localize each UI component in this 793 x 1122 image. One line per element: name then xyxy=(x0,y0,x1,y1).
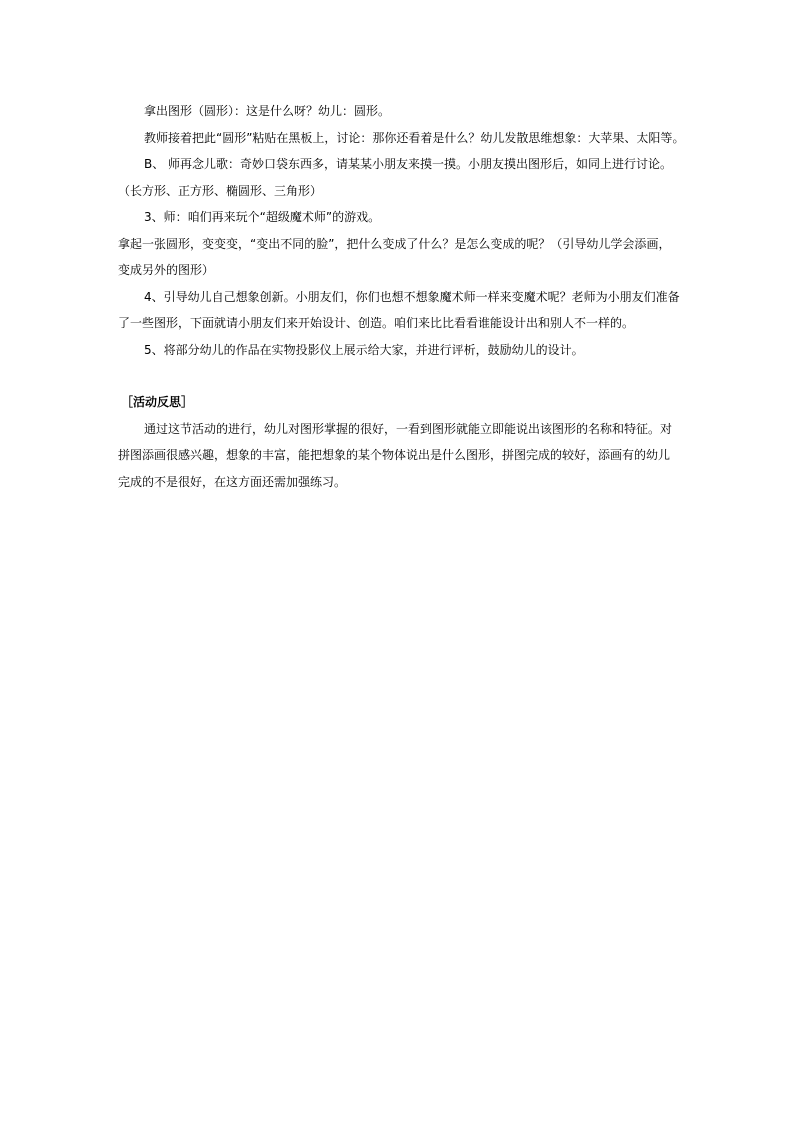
reflection-line-2: 拼图添画很感兴趣，想象的丰富，能把想象的某个物体说出是什么图形，拼图完成的较好，添画有的幼儿 xyxy=(118,448,671,462)
paragraph-line-2: 教师接着把此“圆形”粘贴在黑板上，讨论：那你还看着是什么？幼儿发散思维想象：大苹果、太阳等。 xyxy=(144,130,685,145)
paragraph-line-10: 5、将部分幼儿的作品在实物投影仪上展示给大家，并进行评析，鼓励幼儿的设计。 xyxy=(144,342,584,357)
reflection-heading: ［活动反思］ xyxy=(121,395,194,409)
paragraph-line-6: 拿起一张圆形，变变变，“变出不同的脸”，把什么变成了什么？是怎么变成的呢？（引导幼儿学会添画， xyxy=(118,236,671,251)
paragraph-line-9: 了一些图形，下面就请小朋友们来开始设计、创造。咱们来比比看看谁能设计出和别人不一样的。 xyxy=(118,316,635,330)
document-body xyxy=(118,98,685,495)
reflection-line-1: 通过这节活动的进行，幼儿对图形掌握的很好，一看到图形就能立即能说出该图形的名称和特征。对 xyxy=(144,421,673,436)
paragraph-line-1: 拿出图形（圆形）：这是什么呀？幼儿：圆形。 xyxy=(144,104,391,118)
paragraph-line-8: 4、引导幼儿自己想象创新。小朋友们，你们也想不想象魔术师一样来变魔术呢？老师为小朋友们准备 xyxy=(144,289,680,304)
section-spacer xyxy=(118,363,678,389)
paragraph-line-7: 变成另外的图形） xyxy=(118,263,215,277)
reflection-line-3: 完成的不是很好，在这方面还需加强练习。 xyxy=(118,474,347,489)
paragraph-line-5: 3、师：咱们再来玩个“超级魔术师”的游戏。 xyxy=(144,210,381,224)
paragraph-line-3: B、 师再念儿歌：奇妙口袋东西多，请某某小朋友来摸一摸。小朋友摸出图形后，如同上进行讨论。 xyxy=(144,157,673,171)
paragraph-line-4: （长方形、正方形、椭圆形、三角形） xyxy=(118,183,323,198)
